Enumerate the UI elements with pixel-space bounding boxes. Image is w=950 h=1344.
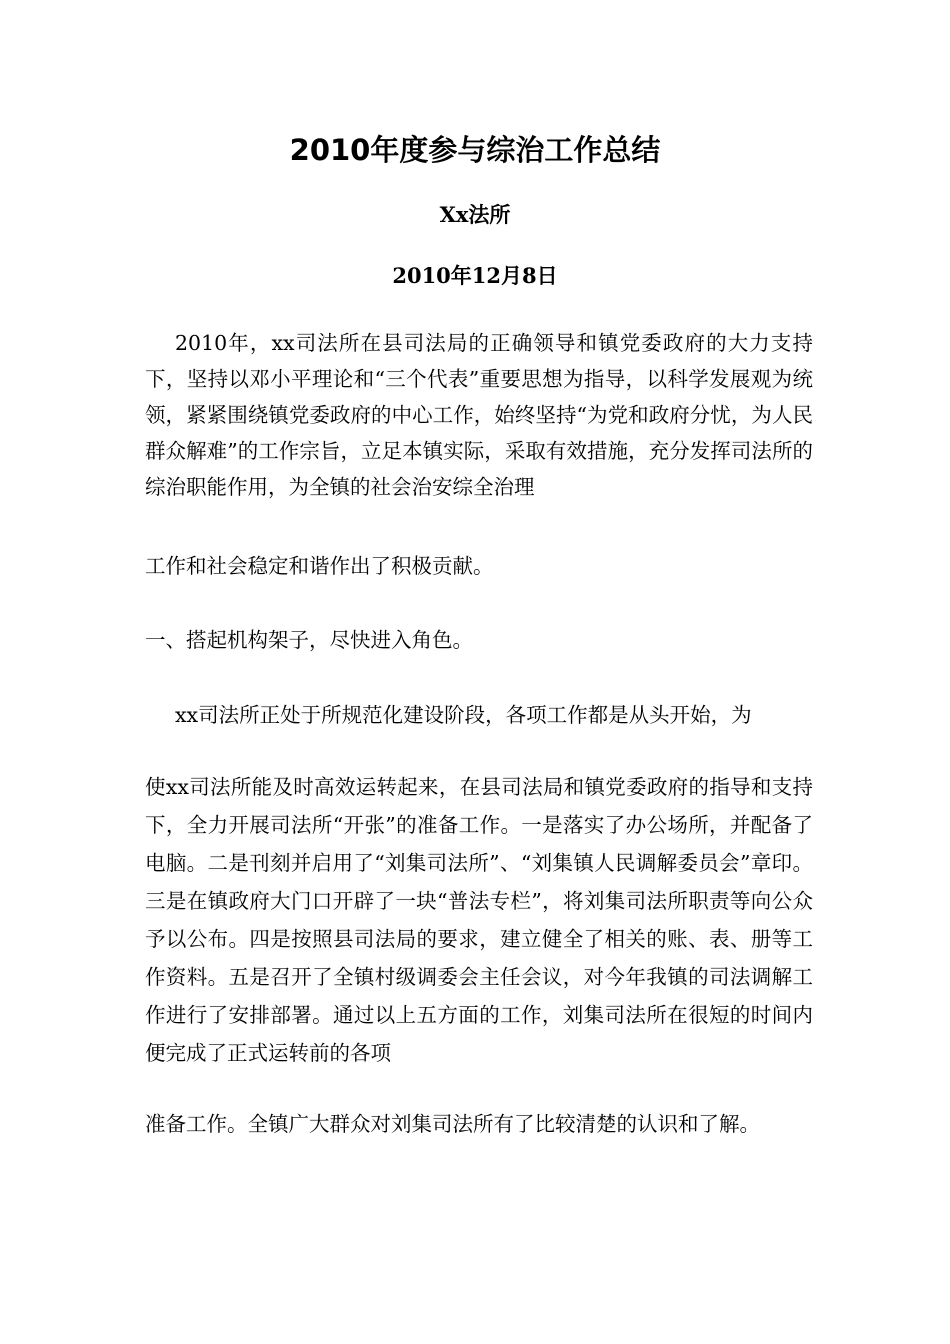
paragraph-intro: 2010年，xx司法所在县司法局的正确领导和镇党委政府的大力支持下，坚持以邓小平理论和“三个代表”重要思想为指导，以科学发展观为统领，紧紧围绕镇党委政府的中心工作，始终坚持“为党和政府分忧，为人民群众解难”的工作宗旨，立足本镇实际，采取有效措施，充分发挥司法所的综治职能作用，为全镇的社会治安综全治理 — [145, 331, 813, 499]
paragraph-section-1-body: 使xx司法所能及时高效运转起来，在县司法局和镇党委政府的指导和支持下，全力开展司法所“开张”的准备工作。一是落实了办公场所，并配备了电脑。二是刊刻并启用了“刘集司法所”、“刘集镇人民调解委员会”章印。三是在镇政府大门口开辟了一块“普法专栏”，将刘集司法所职责等向公众予以公布。四是按照县司法局的要求，建立健全了相关的账、表、册等工作资料。五是召开了全镇村级调委会主任会议，对今年我镇的司法调解工作进行了安排部署。通过以上五方面的工作，刘集司法所在很短的时间内便完成了正式运转前的各项 — [145, 775, 813, 1065]
document-date: 2010年12月8日 — [392, 263, 558, 288]
paragraph-section-1-start: xx司法所正处于所规范化建设阶段，各项工作都是从头开始，为 — [175, 703, 752, 727]
section-heading-1: 一、搭起机构架子，尽快进入角色。 — [145, 628, 473, 652]
paragraph-intro-end: 工作和社会稳定和谐作出了积极贡献。 — [145, 554, 494, 578]
document-organization: Xx法所 — [439, 202, 511, 227]
paragraph-section-1-end: 准备工作。全镇广大群众对刘集司法所有了比较清楚的认识和了解。 — [145, 1112, 760, 1136]
document-title: 2010年度参与综治工作总结 — [289, 133, 661, 167]
